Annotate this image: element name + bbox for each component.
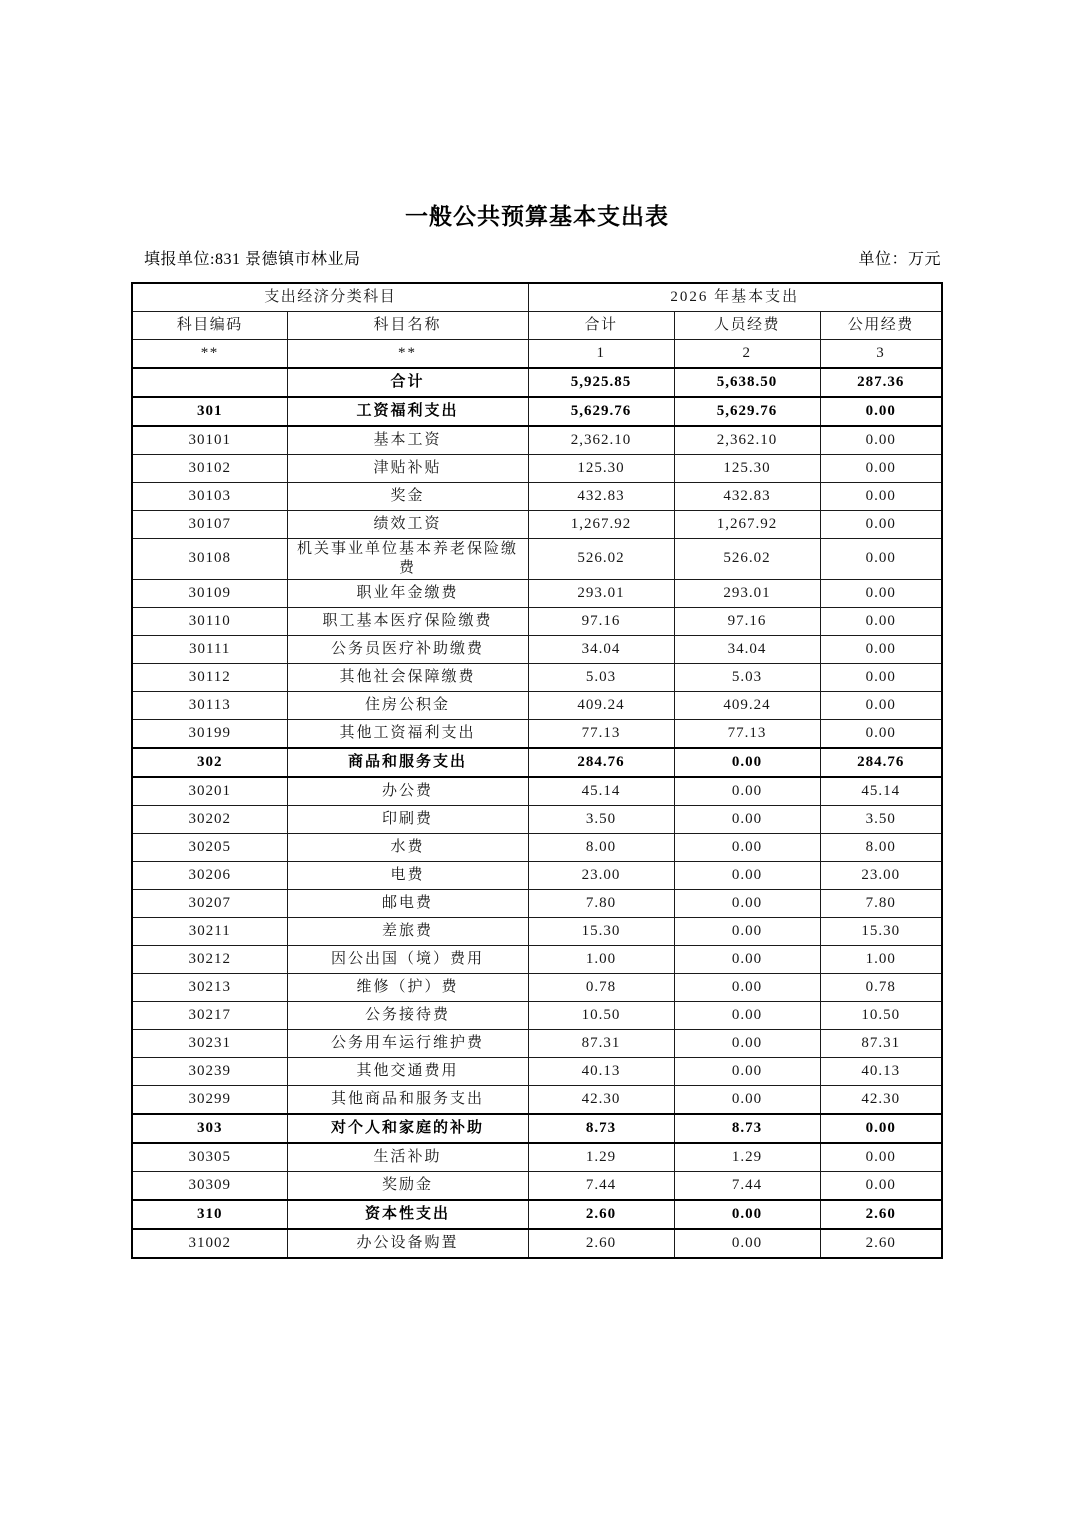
cell-subject-name: 职工基本医疗保险缴费: [287, 607, 528, 635]
cell-public-funds: 2.60: [820, 1200, 942, 1229]
cell-subject-name: 办公费: [287, 777, 528, 806]
cell-subject-code: 30199: [132, 719, 287, 748]
cell-total: 409.24: [528, 691, 674, 719]
cell-total: 40.13: [528, 1057, 674, 1085]
table-row: [132, 368, 942, 397]
table-header: [132, 283, 942, 368]
cell-public-funds: 0.00: [820, 1143, 942, 1172]
cell-subject-name: 生活补助: [287, 1143, 528, 1172]
cell-total: 1,267.92: [528, 511, 674, 539]
cell-subject-name: 住房公积金: [287, 691, 528, 719]
cell-total: 7.44: [528, 1171, 674, 1200]
cell-personnel-funds: 97.16: [674, 607, 820, 635]
cell-personnel-funds: 77.13: [674, 719, 820, 748]
table-row: [132, 426, 942, 455]
cell-subject-code: 30102: [132, 455, 287, 483]
cell-public-funds: 0.78: [820, 973, 942, 1001]
cell-subject-name: 资本性支出: [287, 1200, 528, 1229]
cell-public-funds: 15.30: [820, 917, 942, 945]
cell-subject-code: 30206: [132, 861, 287, 889]
cell-personnel-funds: 293.01: [674, 579, 820, 607]
cell-subject-name: 津贴补贴: [287, 455, 528, 483]
cell-subject-name: 绩效工资: [287, 511, 528, 539]
table-row: [132, 861, 942, 889]
cell-total: 3.50: [528, 805, 674, 833]
cell-public-funds: 0.00: [820, 663, 942, 691]
table-row: [132, 635, 942, 663]
cell-subject-name: 基本工资: [287, 426, 528, 455]
cell-subject-code: 30107: [132, 511, 287, 539]
cell-public-funds: 0.00: [820, 511, 942, 539]
cell-personnel-funds: 0.00: [674, 1057, 820, 1085]
cell-subject-code: 30207: [132, 889, 287, 917]
cell-personnel-funds: 125.30: [674, 455, 820, 483]
table-row: [132, 1029, 942, 1057]
cell-total: 1.29: [528, 1143, 674, 1172]
header-personnel-funds: 人员经费: [674, 312, 820, 340]
cell-subject-name: 工资福利支出: [287, 397, 528, 426]
cell-personnel-funds: 0.00: [674, 777, 820, 806]
cell-total: 2.60: [528, 1200, 674, 1229]
cell-subject-code: 30211: [132, 917, 287, 945]
cell-public-funds: 3.50: [820, 805, 942, 833]
cell-subject-code: 302: [132, 748, 287, 777]
cell-public-funds: 40.13: [820, 1057, 942, 1085]
table-row: [132, 889, 942, 917]
table-row: [132, 1143, 942, 1172]
cell-subject-name: 合计: [287, 368, 528, 397]
cell-personnel-funds: 5,638.50: [674, 368, 820, 397]
cell-subject-name: 奖励金: [287, 1171, 528, 1200]
cell-personnel-funds: 0.00: [674, 861, 820, 889]
cell-subject-name: 维修（护）费: [287, 973, 528, 1001]
cell-subject-code: 30305: [132, 1143, 287, 1172]
cell-personnel-funds: 526.02: [674, 539, 820, 580]
cell-public-funds: 10.50: [820, 1001, 942, 1029]
header-columns-row: [132, 312, 942, 340]
cell-subject-name: 其他商品和服务支出: [287, 1085, 528, 1114]
cell-subject-code: 30113: [132, 691, 287, 719]
cell-subject-code: 303: [132, 1114, 287, 1143]
cell-total: 1.00: [528, 945, 674, 973]
cell-total: 125.30: [528, 455, 674, 483]
cell-subject-name: 邮电费: [287, 889, 528, 917]
cell-subject-name: 印刷费: [287, 805, 528, 833]
cell-subject-code: 30103: [132, 483, 287, 511]
cell-subject-name: 水费: [287, 833, 528, 861]
cell-public-funds: 0.00: [820, 455, 942, 483]
cell-total: 34.04: [528, 635, 674, 663]
page-title: 一般公共预算基本支出表: [405, 204, 669, 229]
cell-personnel-funds: 0.00: [674, 1229, 820, 1258]
cell-total: 5,925.85: [528, 368, 674, 397]
cell-total: 284.76: [528, 748, 674, 777]
table-row: [132, 1114, 942, 1143]
table-row: [132, 1085, 942, 1114]
cell-subject-code: 30217: [132, 1001, 287, 1029]
cell-subject-code: 30202: [132, 805, 287, 833]
cell-subject-code: 30239: [132, 1057, 287, 1085]
cell-public-funds: 0.00: [820, 607, 942, 635]
cell-total: 42.30: [528, 1085, 674, 1114]
cell-total: 10.50: [528, 1001, 674, 1029]
cell-subject-code: 30112: [132, 663, 287, 691]
cell-subject-code: 30110: [132, 607, 287, 635]
cell-subject-name: 公务接待费: [287, 1001, 528, 1029]
cell-total: 45.14: [528, 777, 674, 806]
header-expenditure-classification: 支出经济分类科目: [132, 283, 528, 312]
cell-personnel-funds: 0.00: [674, 1085, 820, 1114]
cell-personnel-funds: 0.00: [674, 917, 820, 945]
cell-personnel-funds: 8.73: [674, 1114, 820, 1143]
table-row: [132, 1229, 942, 1258]
cell-public-funds: 0.00: [820, 539, 942, 580]
header-public-funds: 公用经费: [820, 312, 942, 340]
cell-personnel-funds: 0.00: [674, 833, 820, 861]
cell-public-funds: 0.00: [820, 719, 942, 748]
cell-subject-name: 奖金: [287, 483, 528, 511]
cell-total: 97.16: [528, 607, 674, 635]
currency-unit-label: 单位：万元: [858, 251, 941, 268]
cell-public-funds: 287.36: [820, 368, 942, 397]
budget-table: [131, 282, 943, 1259]
index-cell-public: 3: [820, 340, 942, 369]
cell-subject-name: 商品和服务支出: [287, 748, 528, 777]
table-row: [132, 607, 942, 635]
table-body: [132, 368, 942, 1258]
reporting-unit-label: 填报单位:831 景德镇市林业局: [144, 251, 361, 268]
cell-subject-name: 差旅费: [287, 917, 528, 945]
header-subject-code: 科目编码: [132, 312, 287, 340]
cell-public-funds: 87.31: [820, 1029, 942, 1057]
header-index-row: [132, 340, 942, 369]
header-subject-name: 科目名称: [287, 312, 528, 340]
table-row: [132, 511, 942, 539]
cell-public-funds: 8.00: [820, 833, 942, 861]
cell-personnel-funds: 5.03: [674, 663, 820, 691]
cell-public-funds: 0.00: [820, 691, 942, 719]
cell-total: 77.13: [528, 719, 674, 748]
cell-total: 8.00: [528, 833, 674, 861]
cell-public-funds: 284.76: [820, 748, 942, 777]
table-row: [132, 483, 942, 511]
cell-public-funds: 2.60: [820, 1229, 942, 1258]
cell-subject-code: 30212: [132, 945, 287, 973]
cell-total: 2,362.10: [528, 426, 674, 455]
cell-public-funds: 0.00: [820, 483, 942, 511]
cell-personnel-funds: 0.00: [674, 1029, 820, 1057]
table-row: [132, 579, 942, 607]
index-cell-name: **: [287, 340, 528, 369]
table-row: [132, 805, 942, 833]
cell-personnel-funds: 0.00: [674, 805, 820, 833]
cell-public-funds: 23.00: [820, 861, 942, 889]
cell-personnel-funds: 2,362.10: [674, 426, 820, 455]
cell-subject-name: 因公出国（境）费用: [287, 945, 528, 973]
cell-subject-code: 30201: [132, 777, 287, 806]
cell-total: 23.00: [528, 861, 674, 889]
header-group-row: [132, 283, 942, 312]
cell-total: 0.78: [528, 973, 674, 1001]
cell-personnel-funds: 7.44: [674, 1171, 820, 1200]
cell-personnel-funds: 0.00: [674, 889, 820, 917]
cell-subject-code: 30108: [132, 539, 287, 580]
cell-total: 5.03: [528, 663, 674, 691]
header-year-basic-expenditure: 2026 年基本支出: [528, 283, 942, 312]
cell-public-funds: 1.00: [820, 945, 942, 973]
cell-public-funds: 0.00: [820, 635, 942, 663]
cell-subject-code: 30299: [132, 1085, 287, 1114]
cell-subject-name: 机关事业单位基本养老保险缴费: [287, 539, 528, 580]
cell-personnel-funds: 0.00: [674, 1200, 820, 1229]
table-row: [132, 1001, 942, 1029]
table-row: [132, 539, 942, 580]
cell-public-funds: 42.30: [820, 1085, 942, 1114]
cell-personnel-funds: 34.04: [674, 635, 820, 663]
cell-public-funds: 7.80: [820, 889, 942, 917]
cell-subject-name: 职业年金缴费: [287, 579, 528, 607]
cell-personnel-funds: 0.00: [674, 1001, 820, 1029]
cell-subject-code: 30309: [132, 1171, 287, 1200]
cell-public-funds: 0.00: [820, 397, 942, 426]
cell-subject-name: 公务员医疗补助缴费: [287, 635, 528, 663]
index-cell-total: 1: [528, 340, 674, 369]
cell-subject-code: 30205: [132, 833, 287, 861]
table-row: [132, 691, 942, 719]
cell-subject-code: 301: [132, 397, 287, 426]
cell-subject-name: 公务用车运行维护费: [287, 1029, 528, 1057]
cell-total: 87.31: [528, 1029, 674, 1057]
cell-subject-code: 30213: [132, 973, 287, 1001]
cell-subject-code: 30109: [132, 579, 287, 607]
index-cell-personnel: 2: [674, 340, 820, 369]
cell-total: 5,629.76: [528, 397, 674, 426]
cell-personnel-funds: 1,267.92: [674, 511, 820, 539]
cell-subject-code: 30111: [132, 635, 287, 663]
cell-subject-name: 其他交通费用: [287, 1057, 528, 1085]
table-row: [132, 917, 942, 945]
cell-subject-code: 30101: [132, 426, 287, 455]
cell-public-funds: 0.00: [820, 1114, 942, 1143]
cell-subject-name: 对个人和家庭的补助: [287, 1114, 528, 1143]
table-row: [132, 663, 942, 691]
cell-personnel-funds: 432.83: [674, 483, 820, 511]
cell-total: 15.30: [528, 917, 674, 945]
table-row: [132, 455, 942, 483]
header-total: 合计: [528, 312, 674, 340]
cell-personnel-funds: 0.00: [674, 945, 820, 973]
cell-total: 526.02: [528, 539, 674, 580]
cell-total: 8.73: [528, 1114, 674, 1143]
cell-total: 432.83: [528, 483, 674, 511]
table-row: [132, 945, 942, 973]
cell-personnel-funds: 0.00: [674, 973, 820, 1001]
meta-row: [131, 246, 941, 269]
cell-public-funds: 45.14: [820, 777, 942, 806]
cell-subject-code: [132, 368, 287, 397]
cell-total: 7.80: [528, 889, 674, 917]
table-row: [132, 1057, 942, 1085]
cell-subject-name: 其他工资福利支出: [287, 719, 528, 748]
table-row: [132, 397, 942, 426]
table-row: [132, 833, 942, 861]
table-row: [132, 1200, 942, 1229]
cell-subject-code: 30231: [132, 1029, 287, 1057]
cell-subject-code: 310: [132, 1200, 287, 1229]
cell-total: 2.60: [528, 1229, 674, 1258]
cell-personnel-funds: 1.29: [674, 1143, 820, 1172]
cell-public-funds: 0.00: [820, 426, 942, 455]
cell-personnel-funds: 5,629.76: [674, 397, 820, 426]
cell-subject-name: 办公设备购置: [287, 1229, 528, 1258]
table-row: [132, 777, 942, 806]
table-row: [132, 719, 942, 748]
table-row: [132, 1171, 942, 1200]
cell-personnel-funds: 0.00: [674, 748, 820, 777]
table-row: [132, 748, 942, 777]
index-cell-code: **: [132, 340, 287, 369]
cell-subject-name: 电费: [287, 861, 528, 889]
cell-personnel-funds: 409.24: [674, 691, 820, 719]
cell-public-funds: 0.00: [820, 1171, 942, 1200]
cell-public-funds: 0.00: [820, 579, 942, 607]
table-row: [132, 973, 942, 1001]
cell-subject-name: 其他社会保障缴费: [287, 663, 528, 691]
cell-total: 293.01: [528, 579, 674, 607]
cell-subject-code: 31002: [132, 1229, 287, 1258]
